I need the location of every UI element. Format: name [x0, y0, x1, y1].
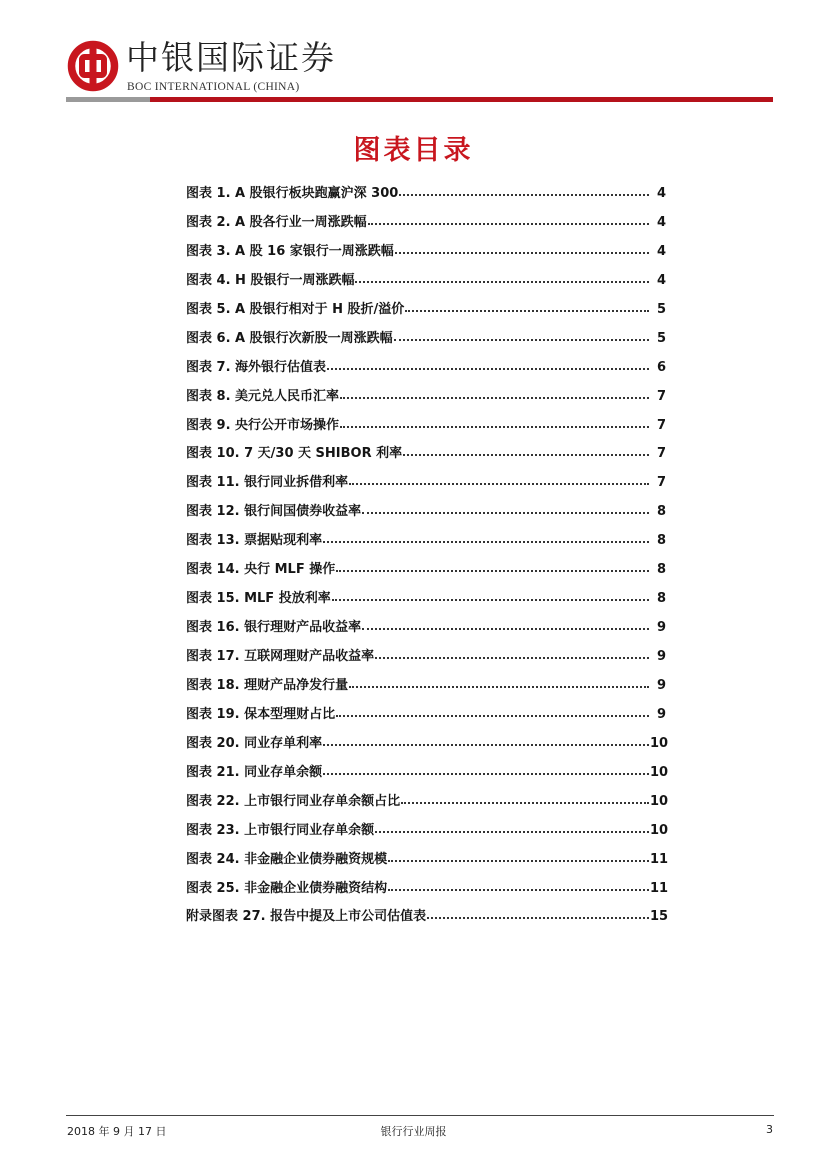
toc-entry-label: 图表 24. 非金融企业债券融资规模 [186, 851, 388, 867]
toc-dot-leader [336, 712, 649, 717]
company-name-en: BOC INTERNATIONAL (CHINA) [127, 81, 300, 93]
toc-entry-label: 图表 4. H 股银行一周涨跌幅 [186, 272, 355, 288]
toc-entry-label: 图表 18. 理财产品净发行量 [186, 677, 349, 693]
toc-dot-leader [375, 654, 649, 659]
toc-entry-label: 图表 22. 上市银行同业存单余额占比 [186, 793, 401, 809]
toc-dot-leader [323, 741, 649, 746]
toc-entry[interactable] [186, 875, 669, 904]
toc-entry-page: 10 [650, 735, 669, 751]
toc-entry-page: 7 [656, 475, 666, 491]
toc-dot-leader [405, 307, 649, 312]
toc-entry[interactable] [186, 325, 666, 354]
toc-entry[interactable] [186, 903, 669, 932]
toc-entry[interactable] [186, 730, 669, 759]
company-name-cn: 中银国际证券 [126, 38, 336, 77]
toc-entry[interactable] [186, 498, 666, 527]
toc-dot-leader [388, 857, 649, 862]
toc-entry-page: 9 [656, 649, 666, 664]
toc-dot-leader [362, 509, 649, 514]
toc-entry[interactable] [186, 440, 666, 469]
toc-entry-label: 图表 23. 上市银行同业存单余额 [186, 822, 375, 838]
toc-entry-label: 图表 19. 保本型理财占比 [186, 706, 336, 722]
toc-dot-leader [340, 423, 649, 428]
toc-title: 图表目录 [353, 135, 474, 166]
toc-entry[interactable] [186, 817, 669, 846]
footer-divider [66, 1115, 774, 1116]
toc-entry[interactable] [186, 846, 669, 875]
toc-entry-page: 5 [656, 301, 666, 317]
toc-entry-page: 4 [656, 272, 666, 288]
toc-dot-leader [395, 249, 649, 254]
toc-dot-leader [403, 451, 649, 456]
toc-dot-leader [375, 828, 649, 833]
toc-entry-page: 15 [650, 909, 669, 925]
toc-entry-page: 8 [656, 533, 666, 549]
toc-entry-page: 5 [656, 330, 666, 346]
toc-entry-page: 9 [656, 706, 666, 722]
toc-entry-label: 图表 21. 同业存单余额 [186, 764, 323, 780]
toc-entry-label: 图表 16. 银行理财产品收益率 [186, 620, 362, 636]
toc-entry[interactable] [186, 527, 666, 556]
toc-entry[interactable] [186, 585, 666, 614]
toc-entry[interactable] [186, 469, 666, 498]
toc-list [186, 180, 669, 932]
header-divider-grey [66, 97, 150, 102]
toc-entry-page: 9 [656, 620, 666, 636]
toc-entry[interactable] [186, 296, 666, 325]
toc-entry-page: 10 [650, 764, 669, 780]
toc-dot-leader [349, 480, 649, 485]
toc-dot-leader [340, 394, 649, 399]
toc-entry-page: 9 [656, 677, 666, 693]
footer-report-name: 银行行业周报 [380, 1125, 447, 1138]
toc-entry[interactable] [186, 412, 666, 441]
toc-entry-page: 10 [650, 793, 669, 809]
toc-entry-page: 8 [656, 562, 666, 578]
toc-dot-leader [349, 683, 649, 688]
toc-entry[interactable] [186, 238, 666, 267]
toc-entry-page: 11 [650, 880, 669, 896]
toc-entry[interactable] [186, 556, 666, 585]
toc-dot-leader [368, 220, 649, 225]
toc-entry-label: 图表 20. 同业存单利率 [186, 735, 323, 751]
toc-entry[interactable] [186, 788, 669, 817]
toc-entry-label: 图表 25. 非金融企业债券融资结构 [186, 880, 388, 896]
toc-entry-page: 7 [656, 446, 666, 462]
toc-entry-label: 图表 11. 银行同业拆借利率 [186, 475, 349, 491]
toc-entry-page: 4 [656, 214, 666, 230]
toc-dot-leader [399, 191, 649, 196]
toc-dot-leader [362, 625, 649, 630]
toc-entry-label: 图表 8. 美元兑人民币汇率 [186, 388, 340, 404]
footer-page-number: 3 [766, 1123, 773, 1136]
toc-dot-leader [336, 567, 649, 572]
toc-entry-label: 图表 7. 海外银行估值表 [186, 359, 327, 375]
toc-entry[interactable] [186, 672, 666, 701]
toc-entry-label: 附录图表 27. 报告中提及上市公司估值表 [186, 909, 427, 925]
toc-entry-label: 图表 17. 互联网理财产品收益率 [186, 649, 375, 664]
toc-entry[interactable] [186, 759, 669, 788]
toc-dot-leader [388, 886, 649, 891]
toc-dot-leader [394, 336, 649, 341]
toc-entry-label: 图表 3. A 股 16 家银行一周涨跌幅 [186, 243, 394, 259]
toc-entry[interactable] [186, 209, 666, 238]
toc-entry-label: 图表 13. 票据贴现利率 [186, 533, 323, 549]
boc-logo-icon [67, 40, 119, 92]
header-divider-red [150, 97, 773, 102]
toc-entry-page: 4 [656, 243, 666, 259]
toc-entry-label: 图表 12. 银行间国债券收益率 [186, 504, 362, 520]
toc-entry-page: 11 [650, 851, 669, 867]
toc-entry[interactable] [186, 614, 666, 643]
toc-entry[interactable] [186, 701, 666, 730]
toc-entry-page: 6 [656, 359, 666, 375]
toc-entry[interactable] [186, 643, 666, 672]
toc-entry-label: 图表 15. MLF 投放利率 [186, 591, 331, 607]
toc-entry-page: 10 [650, 822, 669, 838]
toc-entry-label: 图表 5. A 股银行相对于 H 股折/溢价 [186, 301, 405, 317]
toc-dot-leader [323, 538, 649, 543]
toc-dot-leader [332, 596, 649, 601]
toc-entry-label: 图表 2. A 股各行业一周涨跌幅 [186, 214, 367, 230]
toc-entry-page: 4 [656, 186, 666, 201]
toc-entry-label: 图表 10. 7 天/30 天 SHIBOR 利率 [186, 446, 403, 462]
toc-entry-page: 7 [656, 417, 666, 433]
toc-entry-page: 8 [656, 504, 666, 520]
toc-entry-page: 8 [656, 591, 666, 607]
toc-entry[interactable] [186, 267, 666, 296]
toc-dot-leader [427, 914, 649, 919]
toc-dot-leader [323, 770, 649, 775]
toc-entry[interactable] [186, 383, 666, 412]
toc-dot-leader [401, 799, 649, 804]
toc-entry-label: 图表 9. 央行公开市场操作 [186, 417, 340, 433]
toc-entry[interactable] [186, 354, 666, 383]
footer-date: 2018 年 9 月 17 日 [67, 1125, 167, 1138]
toc-dot-leader [355, 278, 649, 283]
toc-entry-label: 图表 6. A 股银行次新股一周涨跌幅 [186, 330, 393, 346]
toc-entry-label: 图表 1. A 股银行板块跑赢沪深 300 [186, 186, 399, 201]
toc-entry-page: 7 [656, 388, 666, 404]
toc-dot-leader [327, 365, 649, 370]
toc-entry[interactable] [186, 180, 666, 209]
toc-entry-label: 图表 14. 央行 MLF 操作 [186, 562, 336, 578]
